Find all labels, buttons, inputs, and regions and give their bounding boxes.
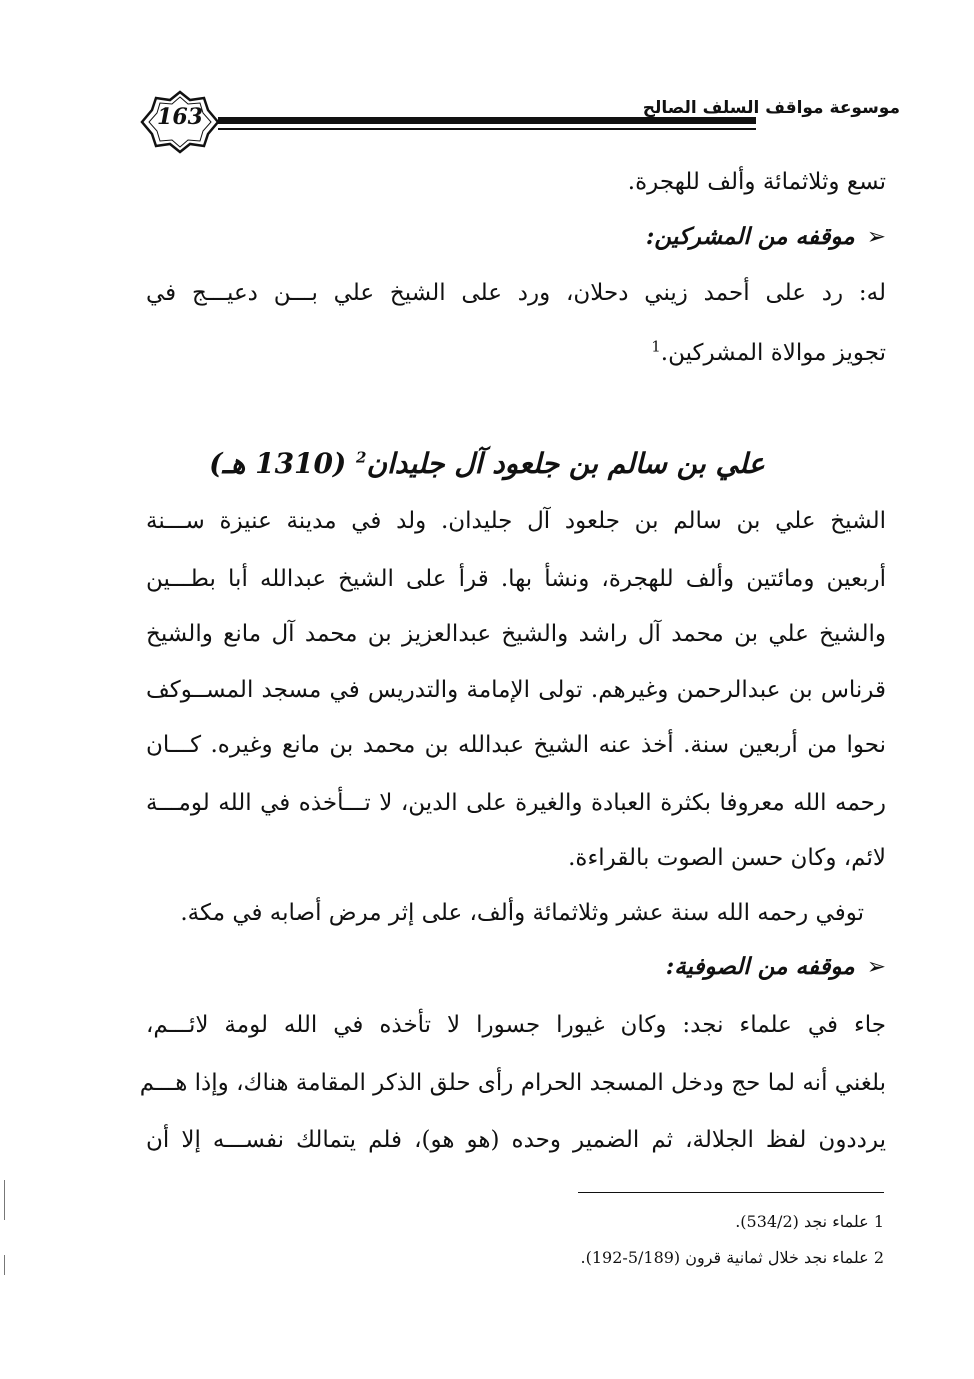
footnote-separator <box>578 1192 884 1193</box>
paragraph-line: نحوا من أربعين سنة. أخذ عنه الشيخ عبدالله بن محمد بن مانع وغيره. كـــان <box>146 732 886 758</box>
paragraph-line: يرددون لفظ الجلالة، ثم الضمير وحده (هو هو)، فلم يتمالك نفســـه إلا أن <box>146 1127 886 1153</box>
section-title-date: (1310 هـ) <box>209 447 347 480</box>
footnote-ref[interactable]: 1 <box>651 337 661 356</box>
paragraph-line: قرناس بن عبدالرحمن وغيرهم. تولى الإمامة والتدريس في مسجد المســوكف <box>146 677 886 703</box>
book-title: موسوعة مواقف السلف الصالح <box>642 98 900 118</box>
page-header <box>140 90 900 160</box>
footnote <box>735 1210 884 1234</box>
subheading-text: موقفه من الصوفية: <box>665 953 855 980</box>
paragraph-line: رحمه الله معروفا بكثرة العبادة والغيرة على الدين، لا تـــأخذه في الله لومـــة <box>146 790 886 816</box>
paragraph-line: توفي رحمه الله سنة عشر وثلاثمائة وألف، على إثر مرض أصابه في مكة. <box>180 900 864 926</box>
body-line: تسع وثلاثمائة وألف للهجرة. <box>627 169 886 195</box>
footnote-number: 2 <box>873 1248 884 1267</box>
paragraph-line: له: رد على أحمد زيني دحلان، ورد على الشيخ علي بـــن دعيـــج في <box>146 280 886 306</box>
scan-edge-mark <box>4 1180 5 1220</box>
paragraph-line: جاء في علماء نجد: وكان غيورا جسورا لا تأخذه في الله لومة لائـــم، <box>146 1012 886 1038</box>
paragraph-line: لائم، وكان حسن الصوت بالقراءة. <box>568 845 886 871</box>
arrow-bullet-icon: ➢ <box>866 224 886 250</box>
paragraph-line-last <box>146 333 886 373</box>
header-rule-thin <box>218 128 756 130</box>
subheading-text: موقفه من المشركين: <box>645 223 855 250</box>
subheading-polytheists <box>646 217 886 257</box>
subheading-sufism <box>666 947 886 987</box>
page-number: 163 <box>157 104 203 130</box>
section-title-name: علي بن سالم بن جلعود آل جليدان <box>366 447 765 480</box>
paragraph-line: أربعين ومائتين وألف للهجرة، ونشأ بها. قرأ على الشيخ عبدالله أبا بطـــين <box>146 566 886 592</box>
footnote-ref[interactable]: 2 <box>356 448 367 467</box>
footnote-text: علماء نجد خلال ثمانية قرون (5/189-192). <box>580 1248 869 1267</box>
footnote-text: علماء نجد (534/2). <box>735 1212 869 1231</box>
paragraph-line: الشيخ علي بن سالم بن جلعود آل جليدان. ولد في مدينة عنيزة ســـنة <box>146 508 886 534</box>
arrow-bullet-icon: ➢ <box>866 954 886 980</box>
paragraph-line: والشيخ علي بن محمد آل راشد والشيخ عبدالعزيز بن محمد آل مانع والشيخ <box>146 621 886 647</box>
footnote <box>581 1246 884 1270</box>
section-title <box>88 442 886 486</box>
footnote-number: 1 <box>873 1212 884 1231</box>
scan-edge-mark <box>4 1255 5 1275</box>
paragraph-text: تجويز موالاة المشركين. <box>660 340 886 366</box>
page-number-badge <box>140 90 220 154</box>
paragraph-line: بلغني أنه لما حج ودخل المسجد الحرام رأى حلق الذكر المقامة هناك، وإذا هـــم <box>139 1070 886 1096</box>
